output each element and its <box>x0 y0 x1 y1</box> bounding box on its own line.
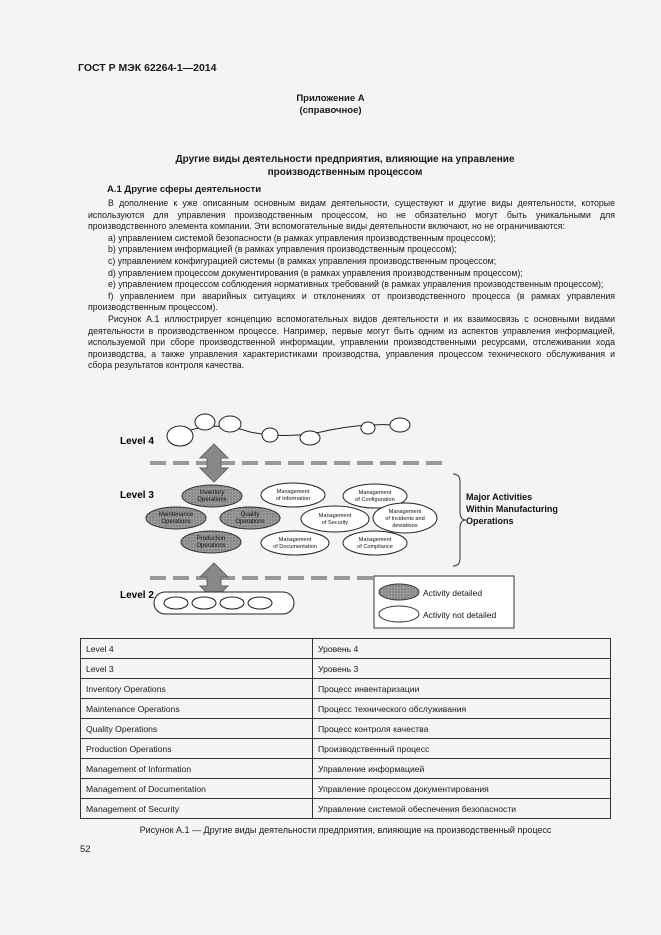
mgmt-info-line-1: Management <box>276 489 310 495</box>
term-english: Management of Information <box>81 759 313 779</box>
term-russian: Производственный процесс <box>313 739 611 759</box>
table-row <box>81 799 611 819</box>
list-item-d: d) управлением процессом документирования (в рамках управления производственным процессом); <box>108 267 523 278</box>
inventory-line-1: Inventory <box>199 490 225 496</box>
table-row <box>81 679 611 699</box>
term-russian: Управление процессом документирования <box>313 779 611 799</box>
mgmt-info-line-2: of Information <box>275 496 311 502</box>
page-number: 52 <box>80 844 91 855</box>
list-item-b: b) управлением информацией (в рамках управления производственным процессом); <box>108 244 457 255</box>
mgmt-incidents-line-2: of Incidents and <box>385 516 425 522</box>
mgmt-compliance-line-1: Management <box>358 537 392 543</box>
term-english: Inventory Operations <box>81 679 313 699</box>
term-english: Level 3 <box>81 659 313 679</box>
production-operations-ellipse <box>181 531 241 553</box>
page-title <box>110 153 580 179</box>
intro-paragraph: В дополнение к уже описанным основным видам деятельности, существуют и другие виды деятельности, которые используются для управления производственным процессом, но не обязательно могут быть уникальными для производственного элемента компании. Эти вспомогательные виды деятельности включают, но не ограничиваются: <box>88 198 615 232</box>
quality-line-1: Quality <box>240 512 260 518</box>
mgmt-doc-line-2: of Documentation <box>273 544 317 550</box>
list-item-c: с) управлением конфигурацией системы (в рамках управления производственным процессом; <box>108 255 497 266</box>
table-row <box>81 659 611 679</box>
term-russian: Управление системой обеспечения безопасности <box>313 799 611 819</box>
list-item-a: а) управлением системой безопасности (в рамках управления производственным процессом); <box>108 232 496 243</box>
term-russian: Уровень 4 <box>313 639 611 659</box>
brace <box>453 474 466 566</box>
inventory-line-2: Operations <box>197 497 227 503</box>
mgmt-security-line-2: of Security <box>321 520 349 526</box>
mgmt-security-line-1: Management <box>318 513 352 519</box>
mgmt-incidents-line-1: Management <box>388 509 422 515</box>
legend-not-detailed-ellipse <box>379 606 419 622</box>
production-line-1: Production <box>196 536 226 542</box>
level4-network <box>167 414 410 446</box>
mgmt-config-line-2: of Configuration <box>355 497 395 503</box>
mgmt-config-line-1: Management <box>358 490 392 496</box>
standard-header: ГОСТ Р МЭК 62264-1—2014 <box>78 62 217 74</box>
maintenance-line-1: Maintenance <box>158 512 194 518</box>
production-line-2: Operations <box>196 543 226 549</box>
table-row <box>81 759 611 779</box>
inventory-operations-ellipse <box>182 485 242 507</box>
terms-table <box>80 638 611 819</box>
term-russian: Процесс контроля качества <box>313 719 611 739</box>
table-row <box>81 639 611 659</box>
annex-subtitle: (справочное) <box>299 105 362 116</box>
mgmt-compliance-line-2: of Compliance <box>357 544 393 550</box>
level4-label: Level 4 <box>120 436 154 447</box>
term-english: Maintenance Operations <box>81 699 313 719</box>
management-compliance-ellipse <box>343 531 407 555</box>
figure-caption: Рисунок А.1 — Другие виды деятельности предприятия, влияющие на производственный процесс <box>139 825 552 835</box>
section-heading: А.1 Другие сферы деятельности <box>107 184 262 195</box>
table-row <box>81 739 611 759</box>
list-item-f: f) управлением при аварийных ситуациях и отклонениях от производственного процесса (в рамках управления производственным процессом). <box>88 290 615 313</box>
quality-operations-ellipse <box>220 507 280 529</box>
legend <box>374 576 514 628</box>
term-english: Management of Documentation <box>81 779 313 799</box>
term-english: Level 4 <box>81 639 313 659</box>
table-row <box>81 779 611 799</box>
mgmt-incidents-line-3: deviations <box>392 523 418 529</box>
level2-row <box>154 592 294 614</box>
major-line-1: Major Activities <box>466 492 533 502</box>
management-information-ellipse <box>261 483 325 507</box>
activities-diagram <box>110 408 580 633</box>
list-item-e: е) управлением процессом соблюдения нормативных требований (в рамках управления производственным процессом); <box>108 279 604 290</box>
table-row <box>81 699 611 719</box>
management-documentation-ellipse <box>261 531 329 555</box>
term-russian: Уровень 3 <box>313 659 611 679</box>
legend-detailed-label: Activity detailed <box>423 588 483 598</box>
term-english: Quality Operations <box>81 719 313 739</box>
title-line-2: производственным процессом <box>267 167 423 178</box>
figure-ref-paragraph: Рисунок А.1 иллюстрирует концепцию вспомогательных видов деятельности и их взаимосвязь с основными видами деятельности в производственном процессе. Например, первые могут быть одним из аспектов управления информацией, используемой при сборе производственной информации, управлении производственными ресурсами, отслеживании хода производства, а также управления характеристиками производства, управления процессом технического обслуживания и сбора результатов контроля качества. <box>88 313 615 371</box>
legend-detailed-ellipse <box>379 584 419 600</box>
title-line-1: Другие виды деятельности предприятия, влияющие на управление <box>175 154 515 165</box>
major-line-2: Within Manufacturing <box>466 504 558 514</box>
term-english: Management of Security <box>81 799 313 819</box>
term-russian: Процесс технического обслуживания <box>313 699 611 719</box>
body-text <box>88 198 615 372</box>
term-english: Production Operations <box>81 739 313 759</box>
level3-label: Level 3 <box>120 490 154 501</box>
legend-not-detailed-label: Activity not detailed <box>423 610 497 620</box>
management-security-ellipse <box>301 506 369 532</box>
term-russian: Процесс инвентаризации <box>313 679 611 699</box>
maintenance-line-2: Operations <box>161 519 191 525</box>
table-row <box>81 719 611 739</box>
maintenance-operations-ellipse <box>146 507 206 529</box>
term-russian: Управление информацией <box>313 759 611 779</box>
mgmt-doc-line-1: Management <box>278 537 312 543</box>
quality-line-2: Operations <box>235 519 265 525</box>
annex-title: Приложение А <box>296 93 365 104</box>
major-line-3: Operations <box>466 516 514 526</box>
level2-label: Level 2 <box>120 590 154 601</box>
